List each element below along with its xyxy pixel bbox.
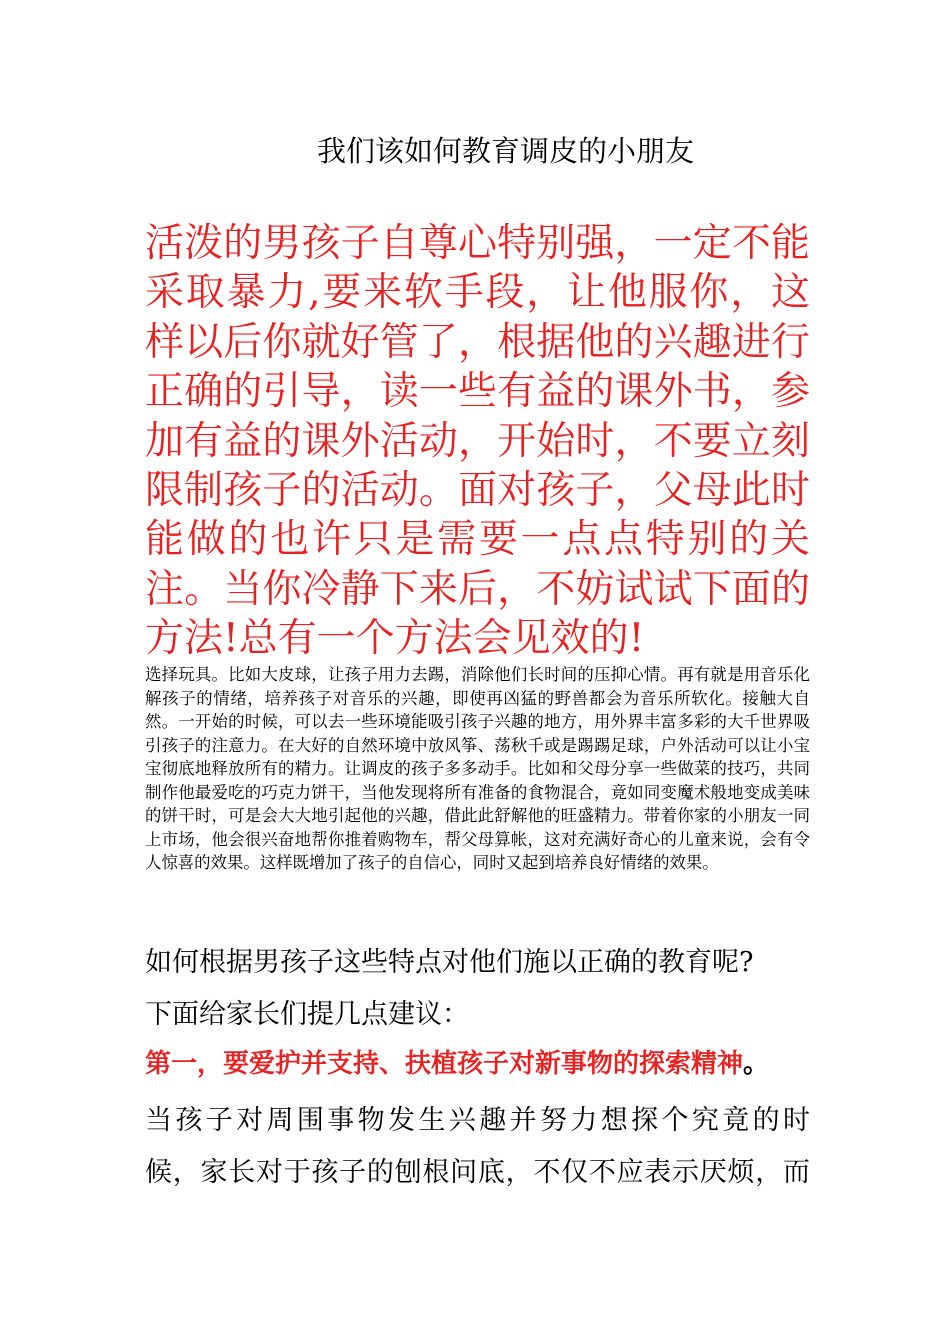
point-one-heading: [145, 1044, 810, 1084]
explanation-line: 候，家长对于孩子的刨根问底，不仅不应表示厌烦，而: [145, 1157, 810, 1188]
explanation-line: 当孩子对周围事物发生兴趣并努力想探个究竟的时: [145, 1105, 810, 1136]
question-line: 如何根据男孩子这些特点对他们施以正确的教育呢?: [145, 947, 754, 978]
suggestion-intro-line: 下面给家长们提几点建议：: [145, 999, 469, 1030]
point-one-text: 第一，要爱护并支持、扶植孩子对新事物的探索精神: [145, 1049, 744, 1079]
intro-paragraph: 活泼的男孩子自尊心特别强，一定不能采取暴力,要来软手段，让他服你，这样以后你就好管了，根据他的兴趣进行正确的引导，读一些有益的课外书，参加有益的课外活动，开始时，不要立刻限制孩子的活动。面对孩子，父母此时能做的也许只是需要一点点特别的关注。当你冷静下来后，不妨试试下面的方法!总有一个方法会见效的!: [145, 221, 810, 662]
document-title: 我们该如何教育调皮的小朋友: [317, 136, 695, 168]
point-one-explanation: [145, 1095, 810, 1199]
point-one-period: 。: [743, 1049, 770, 1079]
methods-paragraph: 选择玩具。比如大皮球，让孩子用力去踢，消除他们长时间的压抑心情。再有就是用音乐化解孩子的情绪，培养孩子对音乐的兴趣，即使再凶猛的野兽都会为音乐所软化。接触大自然。一开始的时候，可以去一些环境能吸引孩子兴趣的地方，用外界丰富多彩的大千世界吸引孩子的注意力。在大好的自然环境中放风筝、荡秋千或是踢踢足球，户外活动可以让小宝宝彻底地释放所有的精力。让调皮的孩子多多动手。比如和父母分享一些做菜的技巧，共同制作他最爱吃的巧克力饼干，当他发现将所有准备的食物混合，竟如同变魔术般地变成美味的饼干时，可是会大大地引起他的兴趣，借此此舒解他的旺盛精力。带着你家的小朋友一同上市场，他会很兴奋地帮你推着购物车，帮父母算帐，这对充满好奇心的儿童来说，会有令人惊喜的效果。这样既增加了孩子的自信心，同时又起到培养良好情绪的效果。: [145, 665, 810, 872]
